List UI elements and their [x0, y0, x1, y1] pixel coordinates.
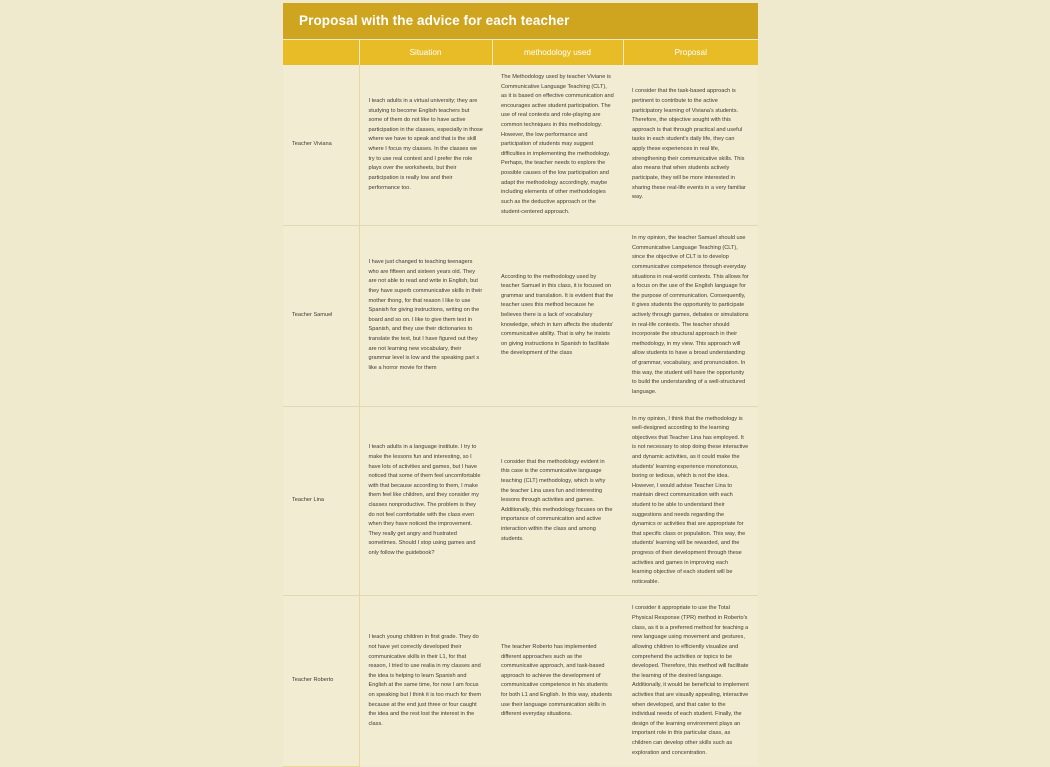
table-header [283, 40, 758, 65]
proposal-text: In my opinion, I think that the methodology is well-designed according to the learning objectives that Teacher Lina has employed. It is not necessary to stop doing these interactive and dynamic activities, as it could make the students' learning experience monotonous, boring or tedious, which is not the idea. However, I would advise Teacher Lina to maintain direct communication with each student to be able to understand their suggestions and needs regarding the dynamics or activities that are appropriate for that specific class or population. This way, the students' learning will be rewarded, and the progress of their development through these activities and games in improving each learning objective of each student will be noticeable. [632, 415, 749, 585]
table-row [283, 226, 758, 406]
situation-cell [359, 406, 492, 596]
methodology-text: According to the methodology used by teacher Samuel in this class, it is focused on grammar and translation. It is evident that the teacher uses this method because he believes there is a lack of vocabulary knowledge, which in turn affects the students' communicative ability. That is why he insists on giving instructions in Spanish to facilitate the development of the class [501, 273, 614, 357]
methodology-cell [492, 406, 623, 596]
table-row [283, 406, 758, 596]
situation-text: I teach adults in a language institute. I try to make the lessons fun and interesting, so I have lots of activities and games, but I have noticed that some of them feel uncomfortable with that because according to them, I make them feel like children, and they consider my classes nonproductive. The problem is they do not feel comfortable with the class even when they have noticed the improvement. They really get angry and frustrated sometimes. Should I stop using games and only follow the guidebook? [368, 444, 481, 557]
proposal-cell [623, 226, 758, 406]
situation-cell [359, 226, 492, 406]
teacher-name-cell: Teacher Viviana [283, 65, 359, 226]
column-header-methodology: methodology used [492, 40, 623, 65]
methodology-cell [492, 65, 623, 226]
situation-cell [359, 65, 492, 226]
teacher-name-cell: Teacher Roberto [283, 596, 359, 766]
proposal-cell [623, 406, 758, 596]
teacher-name-cell: Teacher Lina [283, 406, 359, 596]
methodology-text: The teacher Roberto has implemented different approaches such as the communicative approach, and task-based approach to achieve the development of communicative competence in his students for both L1 and English. In this way, students use their language communication skills in different everyday situations. [501, 643, 612, 718]
proposal-text: I consider it appropriate to use the Total Physical Response (TPR) method in Roberto's class, as it is a preferred method for teaching a new language using movement and gestures, allowing children to efficiently visualize and comprehend the activities or topics to be developed. Therefore, this method will facilitate the learning of the desired language. Additionally, it would be beneficial to implement activities that are visually appealing, interactive when developed, and that cater to the individual needs of each student. Finally, the design of the learning environment plays an important role in this particular class, as children can develop other skills such as exploration and concentration. [632, 605, 749, 756]
page-title: Proposal with the advice for each teacher [283, 3, 758, 39]
proposal-text: In my opinion, the teacher Samuel should use Communicative Language Teaching (CLT), since the objective of CLT is to develop communicative competence through everyday situations in real-world contexts. This allows for a focus on the use of the English language for the purpose of communication. Consequently, it gives students the opportunity to participate actively through games, debates or simulations in real-life contexts. The teacher should incorporate the structural approach in their methodology, in my view. This approach will allow students to have a broad understanding of grammar, vocabulary, and pronunciation. In this way, the student will have the opportunity to build the understanding of a well-structured language. [632, 235, 749, 395]
situation-cell [359, 596, 492, 766]
situation-text: I have just changed to teaching teenagers who are fifteen and sixteen years old. They are not able to read and write in English, but they have superb communicative skills in their mother thong, for that reason I like to use Spanish for giving instructions, writing on the board and so on. I like to give them text in Spanish, and they use their dictionaries to translate the text, but I have figured out they are not learning new vocabulary, their grammar level is low and the speaking part s like a horror movie for them [368, 259, 483, 371]
situation-text: I teach young children in first grade. They do not have yet correctly developed their communicative skills in their L1, for that reason, I tried to use realia in my classes and the idea is helping to learn Spanish and English at the same time, for now I am focus on speaking but I think it is too much for them because at the end just three or four caught the idea and the rest lost the interest in the class. [368, 634, 482, 727]
column-header-situation: Situation [359, 40, 492, 65]
methodology-cell [492, 226, 623, 406]
table-body [283, 65, 758, 766]
proposal-table [283, 40, 758, 767]
proposal-text: I consider that the task-based approach is pertinent to contribute to the active participatory learning of Viviana's students. Therefore, the objective sought with this approach is that through practical and useful tasks in each student's daily life, they can apply these experiences in real life, strengthening their communicative skills. This also means that when students actively participate, they will be more interested in sharing these real-life events in a very familiar way. [632, 88, 746, 201]
proposal-table-container [283, 3, 758, 767]
methodology-cell [492, 596, 623, 766]
proposal-cell [623, 596, 758, 766]
column-header-teacher [283, 40, 359, 65]
column-header-proposal: Proposal [623, 40, 758, 65]
table-header-row [283, 40, 758, 65]
teacher-name-cell: Teacher Samuel [283, 226, 359, 406]
table-row [283, 65, 758, 226]
table-row [283, 596, 758, 766]
methodology-text: The Methodology used by teacher Viviane is Communicative Language Teaching (CLT), as it is based on effective communication and encourages active student participation. The use of real contexts and role-playing are common techniques in this methodology. However, the low performance and participation of students may suggest difficulties in implementing the methodology. Perhaps, the teacher needs to explore the possible causes of the low participation and adapt the methodology accordingly, maybe including elements of other methodologies such as the deductive approach or the student-centered approach. [501, 74, 614, 215]
methodology-text: I consider that the methodology evident in this case is the communicative language teaching (CLT) methodology, which is why the teacher Lina uses fun and interesting lessons through activities and games. Additionally, this methodology focuses on the importance of communication and active interaction within the class and among students. [501, 458, 613, 542]
proposal-cell [623, 65, 758, 226]
situation-text: I teach adults in a virtual university; they are studying to become English teachers but some of them do not like to have active participation in the classes, especially in those where we have to speak and that is the skill where I focus my classes. In the classes we try to use real context and I prefer the role plays over the worksheets, but their participation is really low and their performance too. [368, 98, 483, 191]
